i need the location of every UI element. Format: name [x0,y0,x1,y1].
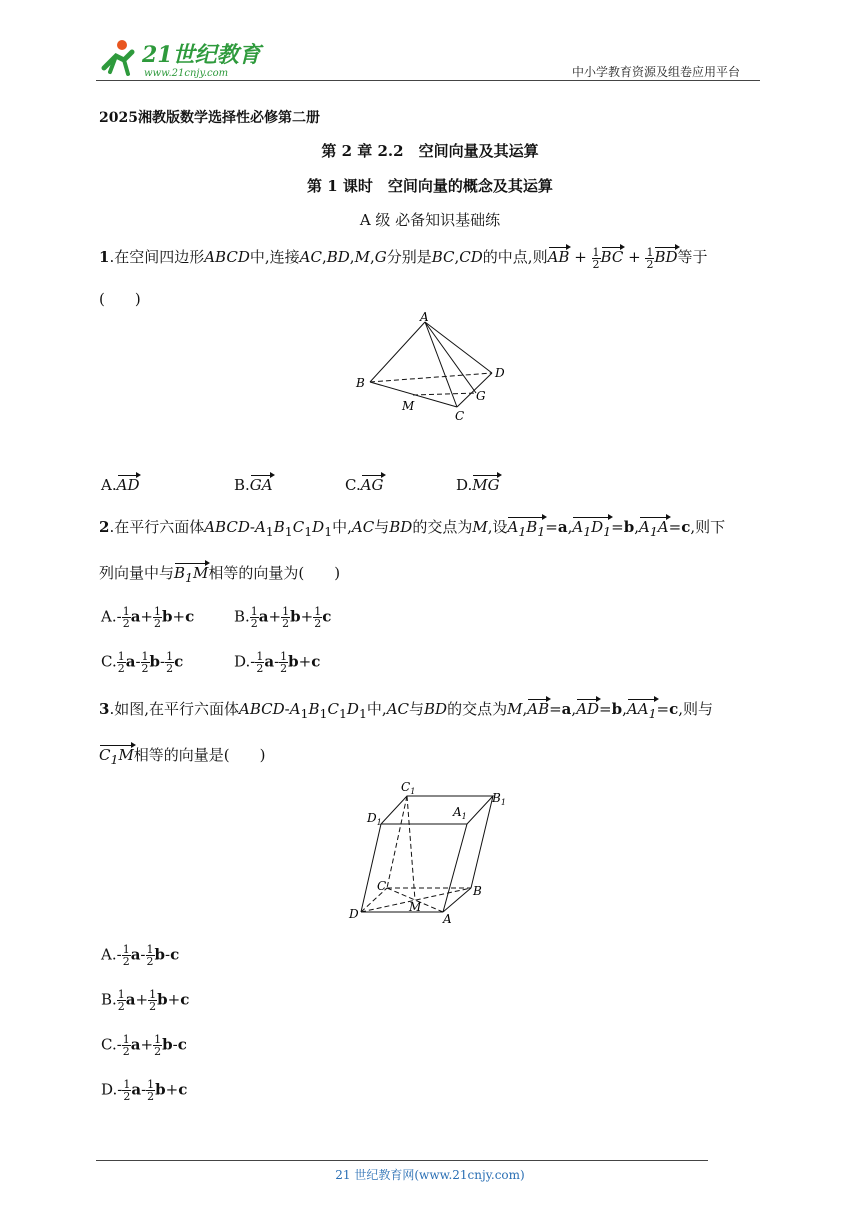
svg-text:B: B [356,376,365,390]
level-heading: A 级 必备知识基础练 [359,211,501,229]
chapter-title: 第 2 章 2.2 空间向量及其运算 [321,142,539,160]
svg-text:D: D [349,907,359,921]
question-3-stem: 3.如图,在平行六面体ABCD-$A_1B_1C_1D_1$中,AC与BD的交点为$M,AB=a,AD=b,AA_1=c$,则与 [99,700,714,721]
q2-option-d[interactable]: D.- $\frac{1}{2}$ a- $\frac{1}{2}$ b+c [234,650,321,675]
header-divider [96,80,760,81]
svg-text:A: A [420,310,429,324]
q1-option-a[interactable]: A.AD [101,476,140,494]
svg-text:B: B [473,884,482,898]
svg-text:B1: $B_1$ [492,791,506,807]
question-1-paren: ( ) [99,290,141,308]
q2-option-a[interactable]: A.- $\frac{1}{2}$ a+ $\frac{1}{2}$ b+c [101,605,195,630]
q3-option-c[interactable]: C.- $\frac{1}{2}$ a+ $\frac{1}{2}$ b-c [101,1033,187,1058]
svg-text:C1: $C_1$ [401,780,416,796]
svg-text:M: M [409,900,422,914]
q1-option-c[interactable]: C.AG [345,476,384,494]
svg-text:A1: $A_1$ [453,805,467,821]
q2-option-b[interactable]: B. $\frac{1}{2}$ a+ $\frac{1}{2}$ b+ $\frac{1}{2}$ c [234,605,332,630]
svg-text:M: M [402,399,415,413]
q3-option-a[interactable]: A.- $\frac{1}{2}$ a- $\frac{1}{2}$ b-c [101,943,180,968]
lesson-title: 第 1 课时 空间向量的概念及其运算 [307,177,553,195]
q1-option-d[interactable]: D.MG [456,476,500,494]
question-3-stem-line2: $C_1M$相等的向量是( ) [99,746,266,767]
svg-text:D: D [495,366,505,380]
footer-divider [96,1160,708,1161]
question-1-stem: 1.在空间四边形ABCD中,连接AC,BD,M,G分别是BC,CD的中点,则AB + $\frac{1}{2}$ BC + $\frac{1}{2}$ BD等于 [99,245,708,271]
q1-option-b[interactable]: B.GA [234,476,273,494]
footer-link[interactable]: 21 世纪教育网(www.21cnjy.com) [335,1168,525,1182]
svg-text:G: G [476,389,486,403]
runner-icon [104,40,132,74]
figure-tetrahedron [350,310,520,432]
svg-text:C: C [377,879,387,893]
q3-option-d[interactable]: D.- $\frac{1}{2}$ a- $\frac{1}{2}$ b+c [101,1078,188,1103]
q2-option-c[interactable]: C. $\frac{1}{2}$ a- $\frac{1}{2}$ b- $\frac{1}{2}$ c [101,650,184,675]
question-2-stem: 2.在平行六面体ABCD-$A_1B_1C_1D_1$中,AC与BD的交点为M,设$A_1B_1=a,A_1D_1=b,A_1A=c$,则下 [99,518,726,539]
figure-parallelepiped [345,776,515,932]
svg-text:www.21cnjy.com: www.21cnjy.com [144,68,229,79]
svg-text:A: A [443,912,452,926]
site-logo [94,38,284,80]
question-2-stem-line2: 列向量中与$B_1M$相等的向量为( ) [99,564,341,585]
book-title: 2025湘教版数学选择性必修第二册 [99,110,320,126]
svg-text:C: C [455,409,465,423]
svg-text:D1: $D_1$ [367,811,382,827]
platform-tagline: 中小学教育资源及组卷应用平台 [572,65,741,79]
q3-option-b[interactable]: B. $\frac{1}{2}$ a+ $\frac{1}{2}$ b+c [101,988,190,1013]
svg-text:21世纪教育: 21世纪教育 [142,42,261,68]
